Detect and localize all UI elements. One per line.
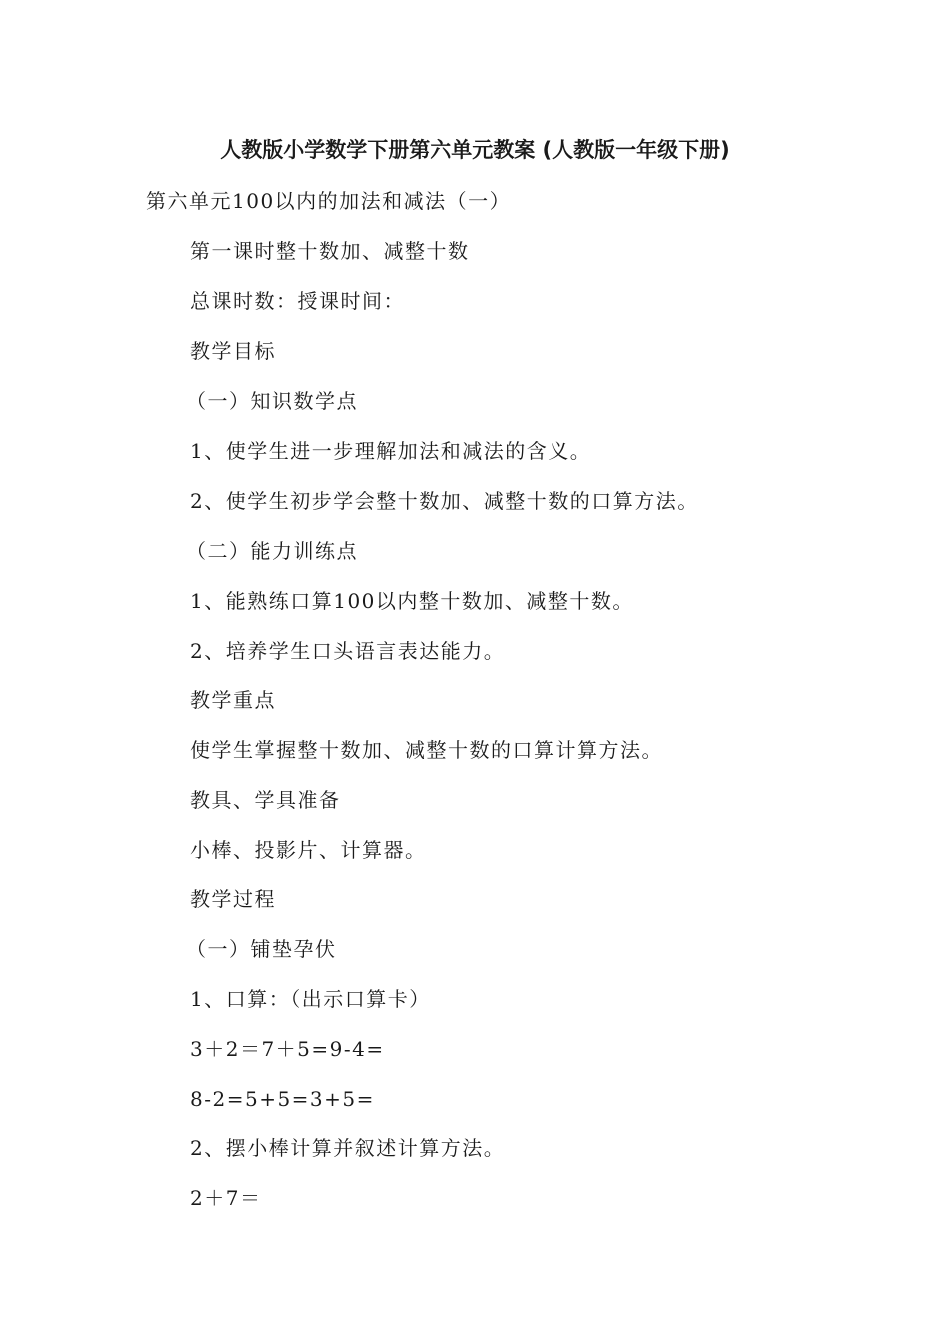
subsection-heading: （二）能力训练点 xyxy=(186,539,358,563)
equation-line: 2＋7＝ xyxy=(190,1186,262,1210)
document-title: 人教版小学数学下册第六单元教案 (人教版一年级下册) xyxy=(220,138,730,162)
section-heading: 教学过程 xyxy=(190,887,276,911)
unit-heading: 第六单元100以内的加法和减法（一） xyxy=(146,189,512,213)
paragraph-line: 2、摆小棒计算并叙述计算方法。 xyxy=(190,1136,506,1160)
paragraph-line: 2、培养学生口头语言表达能力。 xyxy=(190,639,506,663)
paragraph-line: 1、使学生进一步理解加法和减法的含义。 xyxy=(190,439,592,463)
section-heading: 教学重点 xyxy=(190,688,276,712)
paragraph-line: 小棒、投影片、计算器。 xyxy=(190,838,427,862)
equation-line: 3＋2＝7＋5=9-4= xyxy=(190,1037,385,1061)
paragraph-line: 1、口算：（出示口算卡） xyxy=(190,987,431,1011)
paragraph-line: 1、能熟练口算100以内整十数加、减整十数。 xyxy=(190,589,634,613)
paragraph-line: 2、使学生初步学会整十数加、减整十数的口算方法。 xyxy=(190,489,699,513)
section-heading: 教学目标 xyxy=(190,339,276,363)
section-heading: 教具、学具准备 xyxy=(190,788,341,812)
lesson-heading: 第一课时整十数加、减整十数 xyxy=(190,239,470,263)
lesson-time-line: 总课时数：授课时间： xyxy=(190,289,405,313)
equation-line: 8-2=5+5=3+5= xyxy=(190,1087,375,1111)
subsection-heading: （一）知识数学点 xyxy=(186,389,358,413)
subsection-heading: （一）铺垫孕伏 xyxy=(186,937,337,961)
paragraph-line: 使学生掌握整十数加、减整十数的口算计算方法。 xyxy=(190,738,663,762)
